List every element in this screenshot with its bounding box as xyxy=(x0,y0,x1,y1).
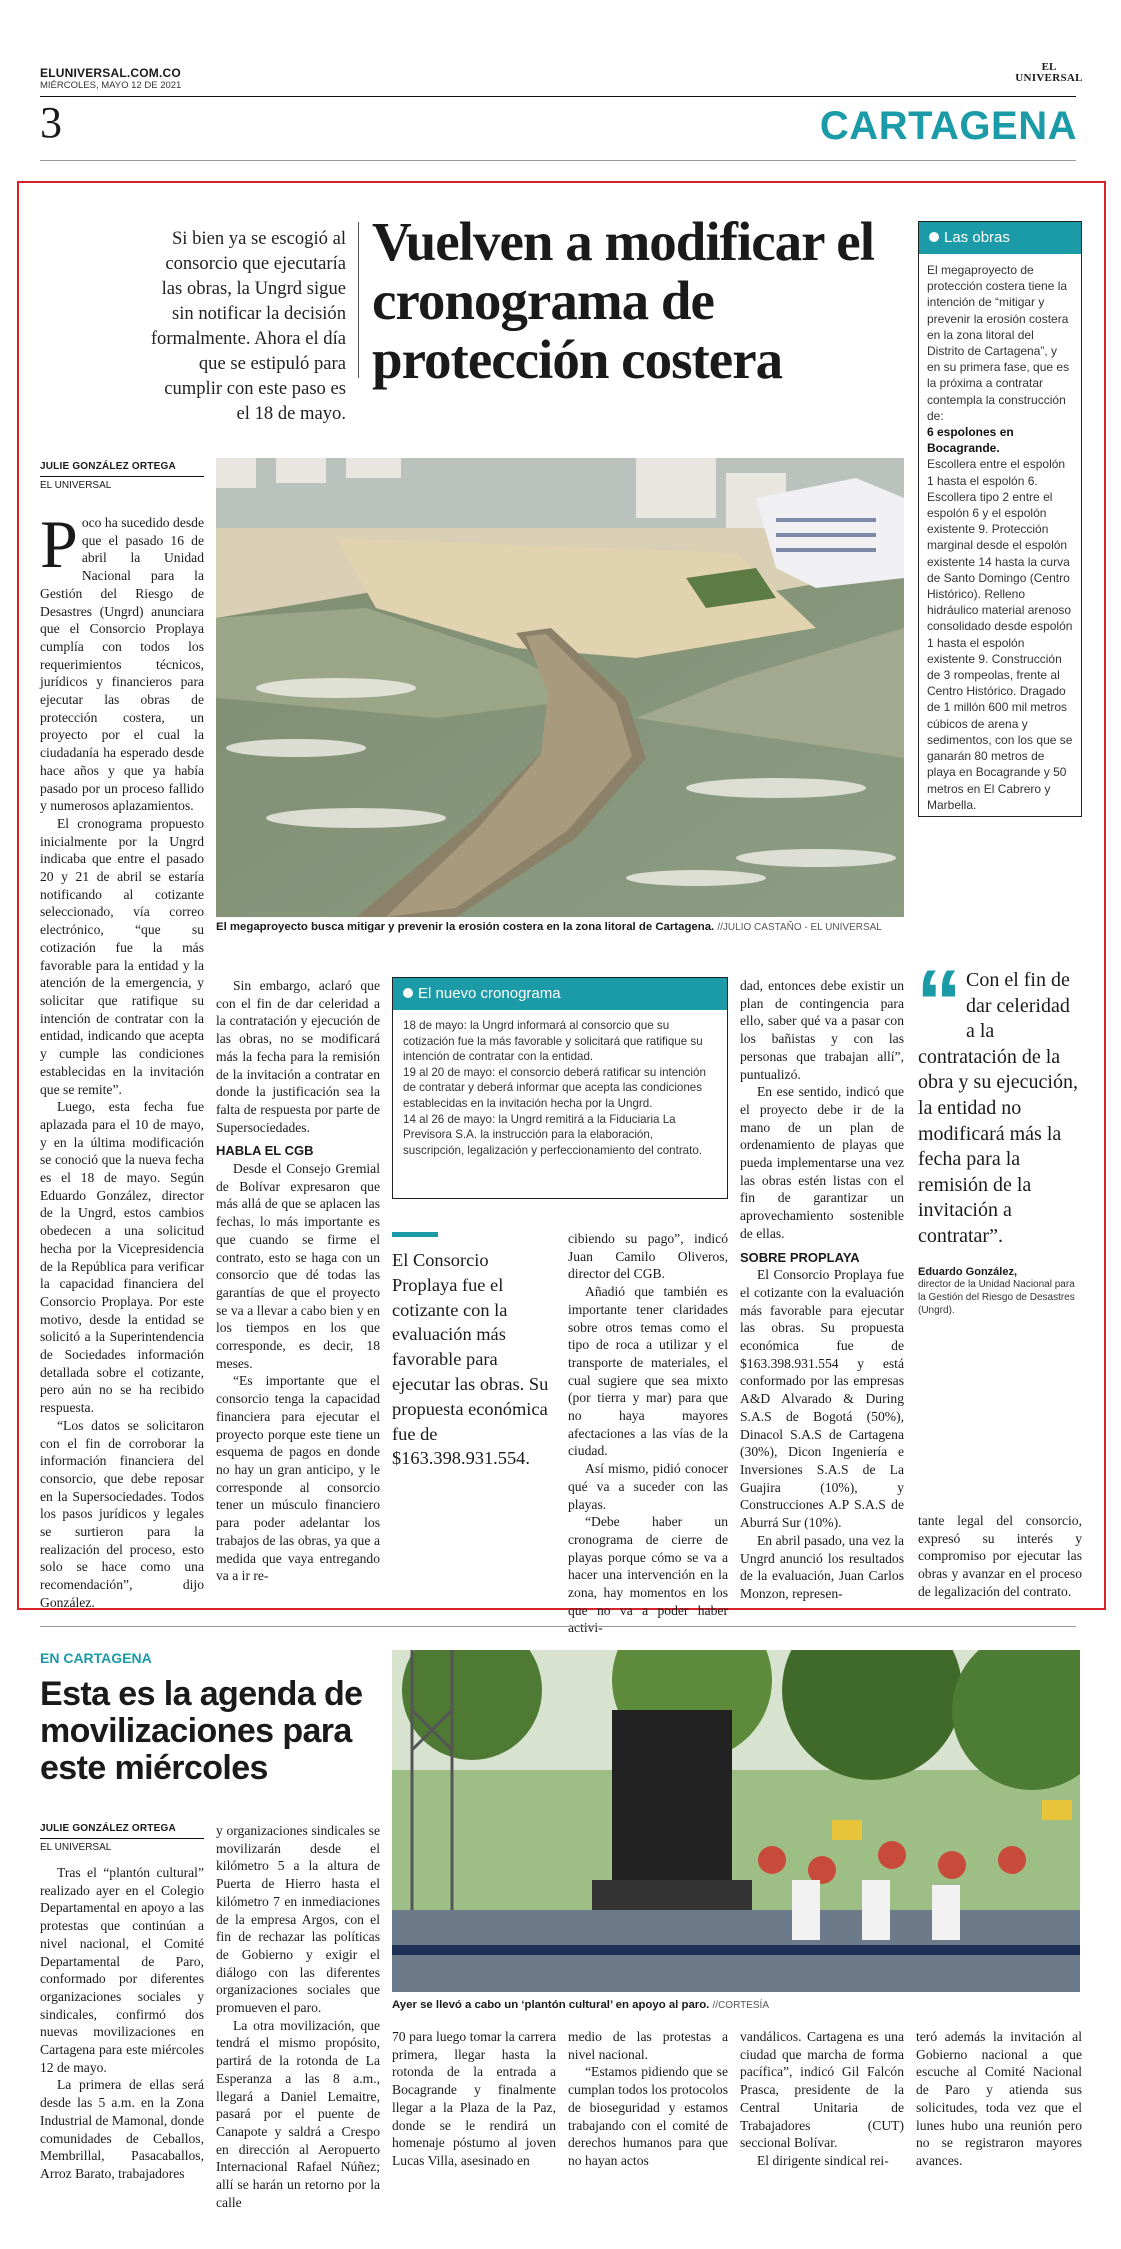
pullquote-1: El Consorcio Proplaya fue el cotizante con la evaluación más favorable para ejecutar las obras. Su propuesta económica fue de $163.398.931.554. xyxy=(392,1250,549,1469)
col4-para-3: Así mismo, pidió conocer qué va a suceder con las playas. xyxy=(568,1461,728,1512)
col5-para-2: En ese sentido, indicó que el proyecto debe ir de la mano de un plan de ordenamiento de playas que pueda implementarse una vez las obras estén listas con el fin de garantizar un aprovechamiento sostenible de ellas. xyxy=(740,1084,904,1241)
col1-para-3: Luego, esta fecha fue aplazada para el 10 de mayo, y en la última modificación se conoció que la nueva fecha es el 18 de mayo. Según Eduardo González, director de la Ungrd, estos cambios obedecen a una solicitud hecha por la Vicepresidencia de la República para verificar la capacidad financiera del Consorcio Proplaya. Por este motivo, desde la entidad se solicitó a la Superintendencia de Sociedades información detallada sobre el cotizante, pero aún no se ha recibido respuesta. xyxy=(40,1099,204,1416)
col5-para-1: dad, entonces debe existir un plan de contingencia para ello, saber qué va a pasar con los bañistas y con las personas que trabajan allí”, puntualizó. xyxy=(740,978,904,1082)
breakwater-aerial-photo xyxy=(216,458,904,917)
cronograma-line-2: 19 al 20 de mayo: el consorcio deberá ratificar su intención de contratar y deberá informar que acepta las condiciones establecidas en la invitación hecha por la Ungrd. xyxy=(403,1065,706,1110)
second-col-4 xyxy=(568,2028,728,2170)
cronograma-box-title: El nuevo cronograma xyxy=(418,985,561,1002)
section-rule xyxy=(40,160,1076,161)
col2-para-3: “Es importante que el consorcio tenga la capacidad financiera para ejecutar el proyecto porque este tiene un esquema de pagos en donde no hay un gran anticipo, y le corresponde al consorcio tener un músculo financiero para poder adelantar los trabajos de las obras, ya que a medida que vaya entregando va a ir re- xyxy=(216,1373,380,1584)
quote-author: Eduardo González, xyxy=(918,1265,1018,1278)
obras-box-body xyxy=(919,254,1081,821)
second-col-2 xyxy=(216,1822,380,2211)
bullet-dot-icon xyxy=(403,988,413,998)
obras-item-bold: 6 espolones en Bocagrande. xyxy=(927,425,1014,456)
logo-bottom: UNIVERSAL xyxy=(1015,72,1083,84)
lead-divider xyxy=(358,222,359,378)
second-c4-para-1: medio de las protestas a nivel nacional. xyxy=(568,2029,728,2062)
second-c1-para-1: Tras el “plantón cultural” realizado ayer en el Colegio Departamental en apoyo a las protestas que continúan a nivel nacional, el Comité Departamental de Paro, conformado por diferentes organizaciones sociales y sindicales, confirmó dos nuevas movilizaciones en Cartagena para este miércoles 12 de mayo. xyxy=(40,1865,204,2075)
page-number: 3 xyxy=(40,98,62,147)
byline xyxy=(40,460,204,493)
obras-box-header xyxy=(919,222,1081,254)
logo-top: EL xyxy=(1041,61,1057,73)
second-caption-text: Ayer se llevó a cabo un ‘plantón cultural’ en apoyo al paro. xyxy=(392,1999,710,2011)
second-c4-para-2: “Estamos pidiendo que se cumplan todos los protocolos de bioseguridad y estamos trabajando con el comité de derechos humanos para que no hayan actos xyxy=(568,2064,728,2168)
second-author-outlet: EL UNIVERSAL xyxy=(40,1842,112,1853)
main-col-2 xyxy=(216,977,380,1585)
caption-text: El megaproyecto busca mitigar y prevenir la erosión costera en la zona litoral de Cartagena. xyxy=(216,921,715,933)
col4-para-1: cibiendo su pago”, indicó Juan Camilo Oliveros, director del CGB. xyxy=(568,1231,728,1282)
col2-para-1: Sin embargo, aclaró que con el fin de dar celeridad a la contratación y ejecución de las obras, no se modificará más la fecha para la remisión de la invitación a contratar en donde la justificación sea la falta de respuesta por parte de Supersociedades. xyxy=(216,978,380,1135)
second-c5-para-1: vandálicos. Cartagena es una ciudad que marcha de forma pacífica”, indicó Gil Falcón Prasca, presidente de la Central Unitaria de Trabajadores (CUT) seccional Bolívar. xyxy=(740,2029,904,2151)
quote-role: director de la Unidad Nacional para la Gestión del Riesgo de Desastres (Ungrd). xyxy=(918,1278,1075,1316)
quote-mark-icon: “ xyxy=(916,952,962,1054)
article-lead: Si bien ya se escogió al consorcio que ejecutaría las obras, la Ungrd sigue sin notificar la decisión formalmente. Ahora el día que se estipuló para cumplir con este paso es el 18 de mayo. xyxy=(150,228,346,424)
cronograma-line-1: 18 de mayo: la Ungrd informará al consorcio que su cotización fue la más favorable y solicitará que ratifique su intención de contratar con la entidad. xyxy=(403,1019,703,1064)
second-photo-caption xyxy=(392,1998,1080,2013)
pullquote-2-block xyxy=(916,952,1082,1317)
main-col-1 xyxy=(40,506,204,1612)
second-col-3 xyxy=(392,2028,556,2170)
col1-para-2: El cronograma propuesto inicialmente por la Ungrd indicaba que entre el pasado 20 y 21 de abril se estaría notificando al cotizante seleccionado, vía correo electrónico, “que su cotización fue la más favorable para la entidad y la atención de la emergencia, y solicitar que ratifique su intención de contratar con la entidad, indicando que acepta y cumple las condiciones establecidas en la invitación que se remite”. xyxy=(40,815,204,1097)
caption-credit: //JULIO CASTAÑO - EL UNIVERSAL xyxy=(717,922,882,933)
second-col-5 xyxy=(740,2028,904,2170)
kicker: EN CARTAGENA xyxy=(40,1650,152,1666)
logo xyxy=(1014,62,1084,84)
second-col-1 xyxy=(40,1864,204,2183)
article-headline: Vuelven a modificar el cronograma de protección costera xyxy=(372,211,875,390)
protest-photo xyxy=(392,1650,1080,1992)
cronograma-line-3: 14 al 26 de mayo: la Ungrd remitirá a la Fiduciaria La Previsora S.A. la instrucción para la elaboración, suscripción, legalización y perfeccionamiento del contrato. xyxy=(403,1112,703,1157)
col5-subhead: SOBRE PROPLAYA xyxy=(740,1249,860,1265)
second-c1-para-2: La primera de ellas será desde las 5 a.m. en la Zona Industrial de Mamonal, donde comunidades de Ceballos, Membrillal, Pasacaballos, Arroz Barato, trabajadores xyxy=(40,2077,204,2181)
dropcap: P xyxy=(40,506,78,582)
col5-para-4: En abril pasado, una vez la Ungrd anunció los resultados de la evaluación, Juan Carlos Monzon, represen- xyxy=(740,1532,904,1601)
main-col-6 xyxy=(918,1512,1082,1601)
obras-items: Escollera entre el espolón 1 hasta el espolón 6. Escollera tipo 2 entre el espolón 6 y el espolón existente 9. Protección marginal desde el espolón existente 14 hasta la curva de Santo Domingo (Centro Histórico). Relleno hidráulico material arenoso consolidado desde espolón 1 hasta el espolón existente 9. Construcción de 3 rompeolas, frente al Centro Histórico. Dragado de 1 millón 600 mil metros cúbicos de arena y sedimentos, con los que se ganarán 80 metros de playa en Bocagrande y 50 metros en El Cabrero y Marbella. xyxy=(927,457,1073,812)
main-col-4 xyxy=(568,1230,728,1637)
cronograma-box xyxy=(392,977,728,1199)
main-photo-caption xyxy=(216,920,904,935)
second-c3-para-1: 70 para luego tomar la carrera primera, llegar hasta la rotonda de la entrada a Bocagrande y finalmente llegar a la Plaza de la Paz, donde se le rendirá un homenaje póstumo al joven Lucas Villa, asesinado en xyxy=(392,2029,556,2168)
main-col-5 xyxy=(740,977,904,1603)
second-col-6 xyxy=(916,2028,1082,2170)
obras-box xyxy=(918,221,1082,817)
author-name: JULIE GONZÁLEZ ORTEGA xyxy=(40,461,176,472)
obras-box-title: Las obras xyxy=(944,229,1010,246)
second-c6-para-1: teró además la invitación al Gobierno nacional a que escuche al Comité Nacional de Paro y atienda sus solicitudes, toda vez que el lunes hubo una reunión pero no se registraron mayores avances. xyxy=(916,2029,1082,2168)
second-c2-para-1: y organizaciones sindicales se movilizarán desde el kilómetro 5 a la altura de Puerta de Hierro hasta el kilómetro 7 en inmediaciones de la empresa Argos, con el fin de rechazar las políticas de Gobierno y exigir el diálogo con las diferentes organizaciones sociales que promueven el paro. xyxy=(216,1823,380,2016)
col4-para-2: Añadió que también es importante tener claridades sobre otros temas como el tipo de roca a utilizar y el transporte de materiales, el cual sugiere que sea mixto (por tierra y mar) para que no haya mayores afectaciones a las vías de la ciudad. xyxy=(568,1284,728,1459)
second-top-rule xyxy=(40,1626,1076,1627)
col2-para-2: Desde el Consejo Gremial de Bolívar expresaron que más allá de que se aplacen las fechas, lo más importante es que cuando se firme el contrato, esto se haga con un consorcio que dé todas las garantías de que el proyecto se va a llevar a cabo bien y en los tiempos en los que corresponde, es decir, 18 meses. xyxy=(216,1161,380,1371)
cronograma-box-body xyxy=(393,1010,727,1166)
cronograma-box-header xyxy=(393,978,727,1010)
col6-para-1: tante legal del consorcio, expresó su interés y compromiso por ejecutar las obras y avanzar en el proceso de legalización del contrato. xyxy=(918,1513,1082,1599)
col4-para-4: “Debe haber un cronograma de cierre de playas porque cómo se va a hacer una intervención en la zona, hay momentos en los que no va a poder haber activi- xyxy=(568,1514,728,1636)
col1-para-4: “Los datos se solicitaron con el fin de corroborar la información financiera del consorcio, que debe reposar en la Supersociedades. Todos los pasos jurídicos y legales se surtieron para la realización del proceso, esto solo se hace como una recomendación”, dijo González. xyxy=(40,1417,204,1610)
bullet-dot-icon xyxy=(929,232,939,242)
second-headline: Esta es la agenda de movilizaciones para este miércoles xyxy=(40,1675,363,1787)
second-c2-para-2: La otra movilización, que tendrá el mismo propósito, partirá de la rotonda de La Esperanza a las 8 a.m., llegará a Daniel Lemaitre, pasará por el puente de Canapote y saldrá a Crespo en dirección al Aeropuerto Internacional Rafael Núñez; allí se harán un retorno por la calle xyxy=(216,2017,380,2210)
second-photo xyxy=(392,1650,1080,1992)
second-caption-credit: //CORTESÍA xyxy=(712,2000,770,2011)
main-photo xyxy=(216,458,904,917)
obras-intro: El megaproyecto de protección costera tiene la intención de “mitigar y prevenir la erosión costera en la zona litoral del Distrito de Cartagena”, y en su primera fase, que es la próxima a contratar contempla la construcción de: xyxy=(927,263,1070,423)
pullquote-rule xyxy=(392,1232,438,1237)
site-url[interactable]: ELUNIVERSAL.COM.CO xyxy=(40,66,181,80)
col1-para-1: oco ha sucedido desde que el pasado 16 de abril la Unidad Nacional para la Gestión del Riesgo de Desastres (Ungrd) anunciara que el Consorcio Proplaya cumplía con todos los requerimientos técnicos, jurídicos y financieros para ejecutar las obras de protección costera, un proyecto por el cual la ciudadanía ha esperado desde hace años y que ya había pasado por un proceso fallido y numerosos aplazamientos. xyxy=(40,515,204,814)
col2-subhead: HABLA EL CGB xyxy=(216,1143,314,1159)
author-outlet: EL UNIVERSAL xyxy=(40,480,112,491)
masthead-rule xyxy=(40,96,1076,97)
col5-para-3: El Consorcio Proplaya fue el cotizante con la evaluación más favorable para ejecutar las obras. Su propuesta económica fue de $163.398.931.554 y está conformado por las empresas A&D Alvarado & During S.A.S de Bogotá (50%), Dinacol S.A.S de Cartagena (30%), Dicon Ingeniería e Inversiones S.A.S de La Guajira (10%), y Construcciones A.P S.A.S de Aburrá Sur (10%). xyxy=(740,1267,904,1531)
second-byline xyxy=(40,1822,204,1855)
pullquote-2: Con el fin de dar celeridad a la contratación de la obra y su ejecución, la entidad no modificará más la fecha para la remisión de la invitación a contratar”. xyxy=(918,969,1078,1247)
second-c5-para-2: El dirigente sindical rei- xyxy=(757,2152,889,2168)
section-title: CARTAGENA xyxy=(819,104,1077,148)
issue-date: MIÉRCOLES, MAYO 12 DE 2021 xyxy=(40,80,182,91)
second-author-name: JULIE GONZÁLEZ ORTEGA xyxy=(40,1823,176,1834)
